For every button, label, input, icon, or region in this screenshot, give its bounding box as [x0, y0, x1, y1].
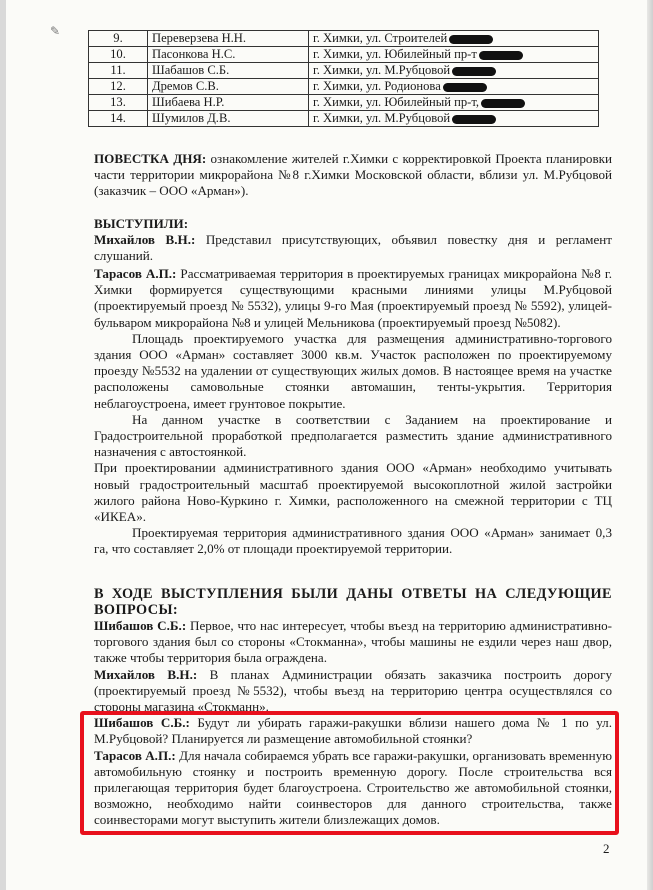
qa-speaker: Тарасов А.П.:: [94, 747, 176, 763]
attendee-name: Шибаева Н.Р.: [148, 95, 309, 111]
agenda-text: ознакомление жителей г.Химки с корректировкой Проекта планировки части территории микрорайона №8 г.Химки Московской области, вблизи ул. М.Рубцовой (заказчик – ООО «Арман»).: [94, 151, 612, 199]
table-row: [89, 31, 599, 47]
qa-text: Первое, что нас интересует, чтобы въезд на территорию административно-торгового здания был со стороны «Стокманна», чтобы машины не ездили через наш двор, также чтобы территория была ограждена.: [94, 618, 612, 666]
attendee-address: [309, 95, 599, 111]
speech1-speaker: Михайлов В.Н.:: [94, 232, 196, 248]
table-row: [89, 79, 599, 95]
highlight-frame: [80, 711, 619, 835]
scan-mark-icon: ✎: [50, 24, 61, 38]
attendee-name: Дремов С.В.: [148, 79, 309, 95]
attendee-name: Шабашов С.Б.: [148, 63, 309, 79]
attendee-address: [309, 79, 599, 95]
speakers-heading: ВЫСТУПИЛИ:: [94, 216, 189, 231]
row-number: 10.: [89, 47, 148, 63]
address-text: г. Химки, ул. Юбилейный пр-т,: [313, 95, 480, 109]
page-edge: [647, 0, 653, 890]
speech2-p1: Рассматриваемая территория в проектируемых границах микрорайона №8 г. Химки формируется существующими красными линиями улицы М.Рубцовой (проектируемый проезд № 5532), улицы 9-го Мая (проектируемый проезд № 5592), улицей-бульваром микрорайона №8 и улицей Мельникова (проектируемый проезд №5082).: [94, 266, 612, 330]
attendee-table: [88, 30, 599, 127]
speech2-speaker: Тарасов А.П.:: [94, 266, 177, 281]
address-text: г. Химки, ул. М.Рубцовой: [313, 111, 451, 125]
redaction-mark: [479, 51, 523, 60]
row-number: 12.: [89, 79, 148, 95]
speech2-p5: Проектируемая территория административного здания ООО «Арман» занимает 0,3 га, что составляет 2,0% от площади проектируемой территории.: [94, 525, 612, 557]
table-row: [89, 63, 599, 79]
address-text: г. Химки, ул. Строителей: [313, 31, 448, 45]
qa-text: Для начала собираемся убрать все гаражи-ракушки, организовать временную автомобильную стоянку и построить временную дорогу. После строительства вся прилегающая территория будет благоустроена. Строительство же автомобильной стоянки, возможно, необходимо найти соинвесторов для данного строительства, также соинвесторами могут выступить жители близлежащих домов.: [94, 747, 612, 828]
speech2-p3: На данном участке в соответствии с Заданием на проектирование и Градостроительной проработкой предполагается разместить здание административного назначения с автостоянкой.: [94, 411, 612, 460]
row-number: 11.: [89, 63, 148, 79]
attendee-name: Шумилов Д.В.: [148, 111, 309, 127]
speech2-block: [94, 266, 612, 558]
qa-speaker: Шибашов С.Б.:: [94, 618, 187, 633]
qa-item: [94, 618, 612, 667]
table-row: [89, 111, 599, 127]
attendee-address: [309, 63, 599, 79]
attendee-address: [309, 31, 599, 47]
agenda-label: ПОВЕСТКА ДНЯ:: [94, 151, 207, 166]
table-row: [89, 47, 599, 63]
speech2-p2: Площадь проектируемого участка для размещения административно-торгового здания ООО «Арман» составляет 3000 кв.м. Участок расположен по проектируемому проезду №5532 на удалении от существующих жилых домов. В настоящее время на участке расположены самовольные стоянки автомашин, тенты-укрытия. Территория неблагоустроена, имеет грунтовое покрытие.: [94, 330, 612, 411]
row-number: 14.: [89, 111, 148, 127]
page-number: 2: [603, 841, 610, 856]
redaction-mark: [443, 83, 487, 92]
speakers-block: [94, 216, 612, 265]
redaction-mark: [481, 99, 525, 108]
table-row: [89, 95, 599, 111]
redaction-mark: [452, 115, 496, 124]
speech1-text: Представил присутствующих, объявил повестку дня и регламент слушаний.: [94, 232, 612, 264]
qa-speaker: Шибашов С.Б.:: [94, 715, 190, 731]
attendee-address: [309, 111, 599, 127]
address-text: г. Химки, ул. Юбилейный пр-т: [313, 47, 477, 61]
row-number: 9.: [89, 31, 148, 47]
redaction-mark: [452, 67, 496, 76]
qa-text: Будут ли убирать гаражи-ракушки вблизи нашего дома № 1 по ул. М.Рубцовой? Планируется ли размещение автомобильной стоянки?: [94, 715, 612, 747]
qa-speaker: Михайлов В.Н.:: [94, 666, 198, 682]
redaction-mark: [449, 35, 493, 44]
agenda-block: [94, 151, 612, 200]
qa-text: В планах Администрации обязать заказчика построить дорогу (проектируемый проезд №5532), чтобы въезд на территорию центра осуществлялся со стороны магазина «Стокманн».: [94, 666, 612, 715]
row-number: 13.: [89, 95, 148, 111]
attendee-name: Пасонкова Н.С.: [148, 47, 309, 63]
qa-item: [94, 667, 612, 716]
attendee-address: [309, 47, 599, 63]
speech2-p4: При проектировании административного здания ООО «Арман» необходимо учитывать новый градостроительный масштаб проектируемой высокоплотной жилой застройки жилого района Ново-Куркино г. Химки, расположенного на смежной территории с ТЦ «ИКЕА».: [94, 460, 612, 525]
address-text: г. Химки, ул. Родионова: [313, 79, 441, 93]
attendee-name: Переверзева Н.Н.: [148, 31, 309, 47]
address-text: г. Химки, ул. М.Рубцовой: [313, 63, 451, 77]
qa-heading: В ХОДЕ ВЫСТУПЛЕНИЯ БЫЛИ ДАНЫ ОТВЕТЫ НА СЛЕДУЮЩИЕ ВОПРОСЫ:: [94, 586, 612, 618]
